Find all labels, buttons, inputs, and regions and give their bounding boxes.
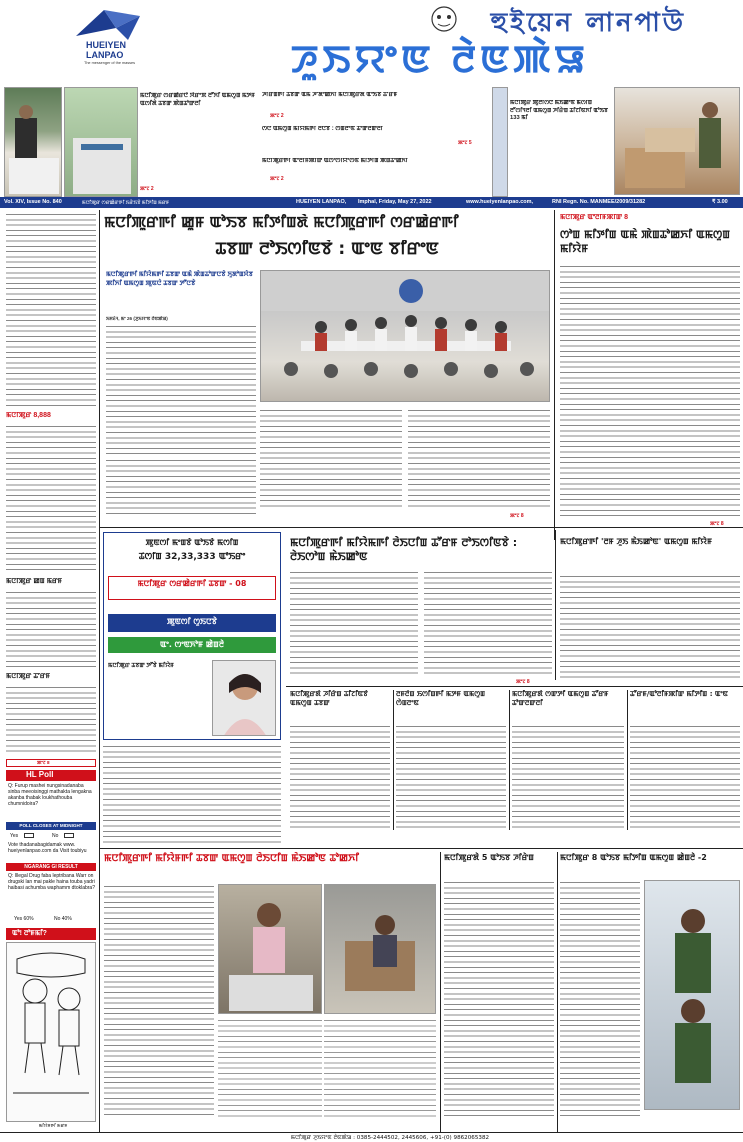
tagline: The messenger of the masses [84, 61, 136, 65]
notice: ꯃꯅꯤꯄꯨꯔ ꯁꯔꯀꯥꯔꯒꯤ ꯏꯔꯥꯏꯕꯥ ꯃꯤꯇꯤꯡ ꯃꯔꯝ [82, 200, 170, 206]
bottom-story-3-headline[interactable]: ꯃꯅꯤꯄꯨꯔ 8 ꯑꯣꯏꯕ ꯃꯤꯇꯤꯡ ꯑꯃꯁꯨꯡ ꯀꯥꯡꯂꯥ -2 [560, 853, 707, 862]
bottom-rule-1 [440, 852, 441, 1132]
lead-continued[interactable]: ꯄꯦꯖ 8 [510, 513, 524, 519]
lead-deck: ꯃꯅꯤꯄꯨꯔꯒꯤ ꯃꯤꯌꯥꯃꯒꯤ ꯊꯕꯛ ꯑꯃꯥ ꯄꯥꯡꯊꯣꯛꯅꯕꯥ ꯈꯨꯗꯣꯡꯆꯥꯕ ꯄꯤꯈꯤ ꯑꯃꯁꯨꯡ ꯄꯨꯟꯅꯥ ꯊꯕꯛ ꯇꯧꯅꯕꯥ [106, 271, 254, 287]
poll-result-header: NGARANG GI RESULT [6, 863, 96, 871]
col-rule-left [99, 210, 100, 1132]
bottom-photo-1 [218, 884, 322, 1014]
mid-story-2-headline[interactable]: ꯃꯅꯤꯄꯨꯔꯒꯤ 'ꯂꯝ ꯍꯨꯏ ꯃꯥꯏꯀꯣꯟ' ꯑꯃꯁꯨꯡ ꯃꯤꯌꯥꯝ [560, 537, 712, 546]
ad-line1: ꯄꯨꯟꯁꯤ ꯃꯦꯡꯕꯥ ꯑꯣꯏꯕꯥ ꯃꯁꯤꯡ [145, 538, 239, 547]
ad-under-text [103, 744, 281, 844]
small-story-3-text [512, 724, 624, 828]
teaser-photo-right-2 [614, 87, 740, 195]
dateline: HUEIYEN LANPAO, [296, 199, 347, 205]
right-top-kicker: ꯃꯅꯤꯄꯨꯔ ꯑꯣꯂꯤꯝꯄꯤꯛ 8 [560, 214, 629, 221]
small-rule-1 [393, 690, 394, 830]
date: Imphal, Friday, May 27, 2022 [358, 199, 432, 205]
teaser-left-text[interactable]: ꯃꯅꯤꯄꯨꯔ ꯁꯔꯀꯥꯔꯅꯥ ꯋꯥꯔꯦꯞ ꯂꯧꯈꯤ ꯑꯃꯁꯨꯡ ꯃꯇꯝ ꯑꯁꯤꯗꯥ ꯊꯕꯛ ꯄꯥꯡꯊꯣꯛꯂꯤ [140, 93, 255, 107]
poll-yes-result: Yes 60% [14, 916, 34, 922]
teaser-center-3-continued[interactable]: ꯄꯦꯖ 2 [270, 176, 284, 182]
left-column-text-2 [6, 424, 96, 574]
poll-yes-option[interactable] [10, 833, 34, 839]
poll-result-question: Q: Illegal Drug faba leptribana Warr on drugski lan mai pakle haina touba yadri haibasi achumba waphamm dtoklabra? [8, 873, 95, 891]
small-rule-2 [509, 690, 510, 830]
mid-story-1-headline[interactable]: ꯃꯅꯤꯄꯨꯔꯒꯤ ꯃꯤꯌꯥꯃꯒꯤ ꯂꯥꯏꯅꯤꯡ ꯊꯧꯔꯝ ꯂꯣꯏꯁꯤꯟꯕꯥ : ꯂꯥꯏꯁꯣꯡ ꯃꯥꯏꯀꯣꯟ [290, 536, 518, 563]
teaser-right-text[interactable]: ꯃꯅꯤꯄꯨꯔ ꯄꯨꯂꯤꯁꯅꯥ ꯃꯥꯏꯀꯣꯟ ꯃꯁꯤꯡ ꯂꯧꯁꯤꯜꯂꯤ ꯑꯃꯁꯨꯡ ꯍꯤꯔꯥꯡ ꯊꯤꯖꯤꯟꯈꯤ ꯑꯣꯏꯕ 133 ꯃꯤ [510, 100, 608, 122]
bottom-photo-2-caption [324, 1018, 436, 1118]
teaser-center-2[interactable]: ꯁꯅꯥ ꯑꯃꯁꯨꯡ ꯃꯤꯌꯥꯃꯒꯤ ꯂꯩꯅꯕꯥ : ꯁꯥꯡꯂꯦꯟ ꯊꯣꯛꯂꯛꯂꯤ [262, 126, 383, 132]
bottom-rule-2 [557, 852, 558, 1132]
left-continued[interactable]: ꯄꯦꯖ 8 [37, 760, 50, 765]
left-column-text-4 [6, 685, 96, 755]
h-rule-3 [100, 848, 743, 849]
volume: Vol. XIV, Issue No. 840 [4, 199, 62, 205]
logo-text: HUEIYEN LANPAO [86, 40, 127, 60]
col-rule-right [554, 210, 555, 540]
lead-headline-1[interactable]: ꯃꯅꯤꯄꯨꯔꯒꯤ ꯀꯨꯝ ꯑꯣꯏꯕ ꯃꯤꯇꯤꯡꯗꯥ ꯃꯅꯤꯄꯨꯔꯒꯤ ꯁꯔꯀꯥꯔꯒꯤ [104, 214, 459, 231]
small-story-2-text [396, 724, 506, 828]
mid-story-1-text-a [290, 570, 418, 676]
left-column-heading-2: ꯃꯅꯤꯄꯨꯔ ꯀꯥꯡ ꯃꯔꯝ [6, 578, 63, 585]
price: ₹ 3.00 [712, 199, 728, 205]
ad-line2: ꯊꯥꯁꯤꯡ 32,33,333 ꯑꯣꯏꯔꯦ [138, 552, 246, 562]
left-column-heading-3: ꯃꯅꯤꯄꯨꯔ ꯊꯧꯔꯝ [6, 673, 51, 680]
small-story-3-headline[interactable]: ꯃꯅꯤꯄꯨꯔꯗꯥ ꯁꯛꯇꯤ ꯑꯃꯁꯨꯡ ꯊꯧꯔꯝ ꯊꯣꯛꯂꯛꯂꯤ [512, 690, 609, 707]
ad-side-text: ꯃꯅꯤꯄꯨꯔ ꯊꯕꯛ ꯇꯧꯕꯥ ꯃꯤꯌꯥꯝ [108, 663, 174, 669]
origami-bird-logo [74, 6, 142, 44]
teaser-photo-left-2 [64, 87, 138, 197]
small-story-2-headline[interactable]: ꯂꯝꯂꯥꯡ ꯏꯁꯤꯡꯒꯤ ꯃꯇꯝ ꯑꯃꯁꯨꯡ ꯁꯥꯡꯂꯦꯟ [396, 690, 486, 707]
cartoon-image [6, 942, 96, 1122]
bottom-story-2-text [444, 880, 554, 1118]
rni-number: RNI Regn. No. MANMEE/2009/31282 [552, 199, 646, 205]
poll-header [6, 770, 96, 781]
small-story-4-text [630, 724, 740, 828]
left-column-heading: ꯃꯅꯤꯄꯨꯔ 8,888 [6, 412, 51, 419]
masthead [0, 0, 743, 86]
bottom-photo-1-caption [218, 1018, 322, 1118]
right-top-text [560, 264, 740, 518]
meitei-title: ꯍꯨꯏꯌꯦꯟ ꯂꯥꯟꯄꯥꯎ [291, 37, 589, 81]
footer-text: ꯃꯅꯤꯄꯨꯔ ꯍꯨꯏꯌꯦꯟ ꯂꯥꯟꯄꯥꯎ : 0385-2444502, 2445606, +91-(0) 9862065382 [290, 1135, 490, 1141]
website[interactable]: www.hueiyenlanpao.com, [466, 199, 534, 205]
bengali-title: হুইয়েন লানপাউ [490, 8, 686, 38]
lead-headline-2[interactable]: ꯊꯕꯛ ꯂꯣꯏꯁꯤꯟꯕꯥ : ꯑꯦꯟ ꯕꯤꯔꯦꯟ [215, 240, 439, 259]
lead-text-col3 [408, 408, 550, 510]
small-story-1-headline[interactable]: ꯃꯅꯤꯄꯨꯔꯗꯥ ꯍꯤꯔꯥꯡ ꯊꯤꯖꯤꯟꯕꯥ ꯑꯃꯁꯨꯡ ꯊꯕꯛ [290, 690, 368, 707]
cartoon-caption: ꯃꯤꯌꯥꯝꯒꯤ ꯃꯔꯝ [38, 1123, 68, 1128]
small-rule-3 [627, 690, 628, 830]
poll-no-label: No [52, 833, 59, 839]
ad-line3: ꯃꯅꯤꯄꯨꯔ ꯁꯔꯀꯥꯔꯒꯤ ꯊꯕꯛ - 08 [108, 576, 276, 600]
lead-photo [260, 270, 550, 402]
small-story-4-headline[interactable]: ꯊꯧꯔꯝ/ꯑꯣꯂꯤꯝꯄꯤꯛ ꯃꯤꯇꯤꯡ : ꯑꯦꯟ [630, 690, 729, 698]
mid-story-1-continued[interactable]: ꯄꯦꯖ 8 [516, 679, 530, 685]
mid-story-2-text [560, 574, 740, 678]
bottom-photo-2 [324, 884, 436, 1014]
poll-title: HL Poll [26, 770, 54, 779]
teaser-center-1-continued[interactable]: ꯄꯦꯖ 2 [270, 113, 284, 119]
bottom-story-2-headline[interactable]: ꯃꯅꯤꯄꯨꯔꯗꯥ 5 ꯑꯣꯏꯕ ꯍꯤꯔꯥꯡ [444, 853, 534, 862]
poll-yes-label: Yes [10, 833, 19, 839]
teaser-center-2-continued[interactable]: ꯄꯦꯖ 5 [458, 140, 472, 146]
poll-closes: POLL CLOSES AT MIDNIGHT [6, 822, 96, 830]
ad-photo-woman [212, 660, 276, 736]
right-top-headline[interactable]: ꯁꯣꯡ ꯃꯤꯇꯤꯡ ꯑꯃꯥ ꯄꯥꯡꯊꯣꯀꯈꯤ ꯑꯃꯁꯨꯡ ꯃꯤꯌꯥꯝ [560, 228, 731, 255]
poll-no-option[interactable] [52, 833, 74, 839]
mascot-icon [426, 4, 462, 34]
poll-question: Q: Furup mashei nungsinadanaba sinba meeoisinggi mathakta lengakna akanba thabak loukhathouba chumnidoira? [8, 783, 92, 807]
lead-byline: ꯏꯝꯐꯥꯜ, ꯃꯦ 26 (ꯍꯨꯏꯌꯦꯟ ꯂꯥꯟꯄꯥꯎ) [106, 316, 168, 321]
poll-yes-box[interactable] [24, 833, 34, 838]
bottom-photo-3 [644, 880, 740, 1110]
mid-rule-v [555, 530, 556, 680]
poll-no-result: No 40% [54, 916, 72, 922]
lead-text-col1b [106, 458, 256, 514]
lead-text-col2 [260, 408, 402, 510]
cartoon-header: ꯑꯣ! ꯂꯣꯝꯃꯤ? [6, 928, 96, 940]
left-column-text-1 [6, 212, 96, 408]
bottom-story-1-text [104, 884, 214, 1118]
h-rule-2 [286, 686, 743, 687]
ad-line4: ꯄꯨꯟꯁꯤ ꯁꯨꯏꯅꯕꯥ [108, 614, 276, 632]
poll-instruction[interactable]: Vote thadanabagidamak www. hueiyenlanpao.com da Visit toubiyu [8, 842, 87, 854]
bottom-story-3-text [560, 880, 640, 1118]
teaser-photo-right-1 [492, 87, 508, 197]
poll-no-box[interactable] [64, 833, 74, 838]
teaser-center-3[interactable]: ꯃꯅꯤꯄꯨꯔꯒꯤ ꯑꯣꯂꯤꯝꯄꯤꯛ ꯑꯁꯣꯁꯤꯌꯦꯁꯟ ꯃꯤꯇꯤꯡ ꯄꯥꯡꯊꯣꯀꯈꯤ [262, 158, 408, 164]
ad-line5: ꯑꯦ. ꯁꯦꯟꯈꯣꯝ ꯀꯥꯡꯂꯥ [108, 637, 276, 653]
left-column-text-3 [6, 590, 96, 670]
right-top-continued[interactable]: ꯄꯦꯖ 8 [710, 521, 724, 527]
teaser-left-continued[interactable]: ꯄꯦꯖ 2 [140, 186, 154, 192]
teaser-photo-left [4, 87, 62, 197]
h-rule-1 [100, 527, 743, 528]
mid-story-1-text-b [424, 570, 552, 676]
bottom-story-1-headline[interactable]: ꯃꯅꯤꯄꯨꯔꯒꯤ ꯃꯤꯌꯥꯝꯒꯤ ꯊꯕꯛ ꯑꯃꯁꯨꯡ ꯂꯥꯏꯅꯤꯡ ꯃꯥꯏꯀꯣꯟ ꯊꯣꯀꯈꯤ [104, 853, 359, 864]
lead-text-col1 [106, 324, 256, 454]
small-story-1-text [290, 724, 390, 828]
teaser-center-1[interactable]: ꯍꯤꯔꯥꯡꯒꯤ ꯊꯕꯛ ꯑꯃꯥ ꯍꯧꯗꯣꯀꯈꯤ ꯃꯅꯤꯄꯨꯔꯗꯥ ꯑꯣꯏꯕ ꯊꯧꯔꯝ [262, 92, 398, 98]
left-continued-bar [6, 759, 96, 767]
